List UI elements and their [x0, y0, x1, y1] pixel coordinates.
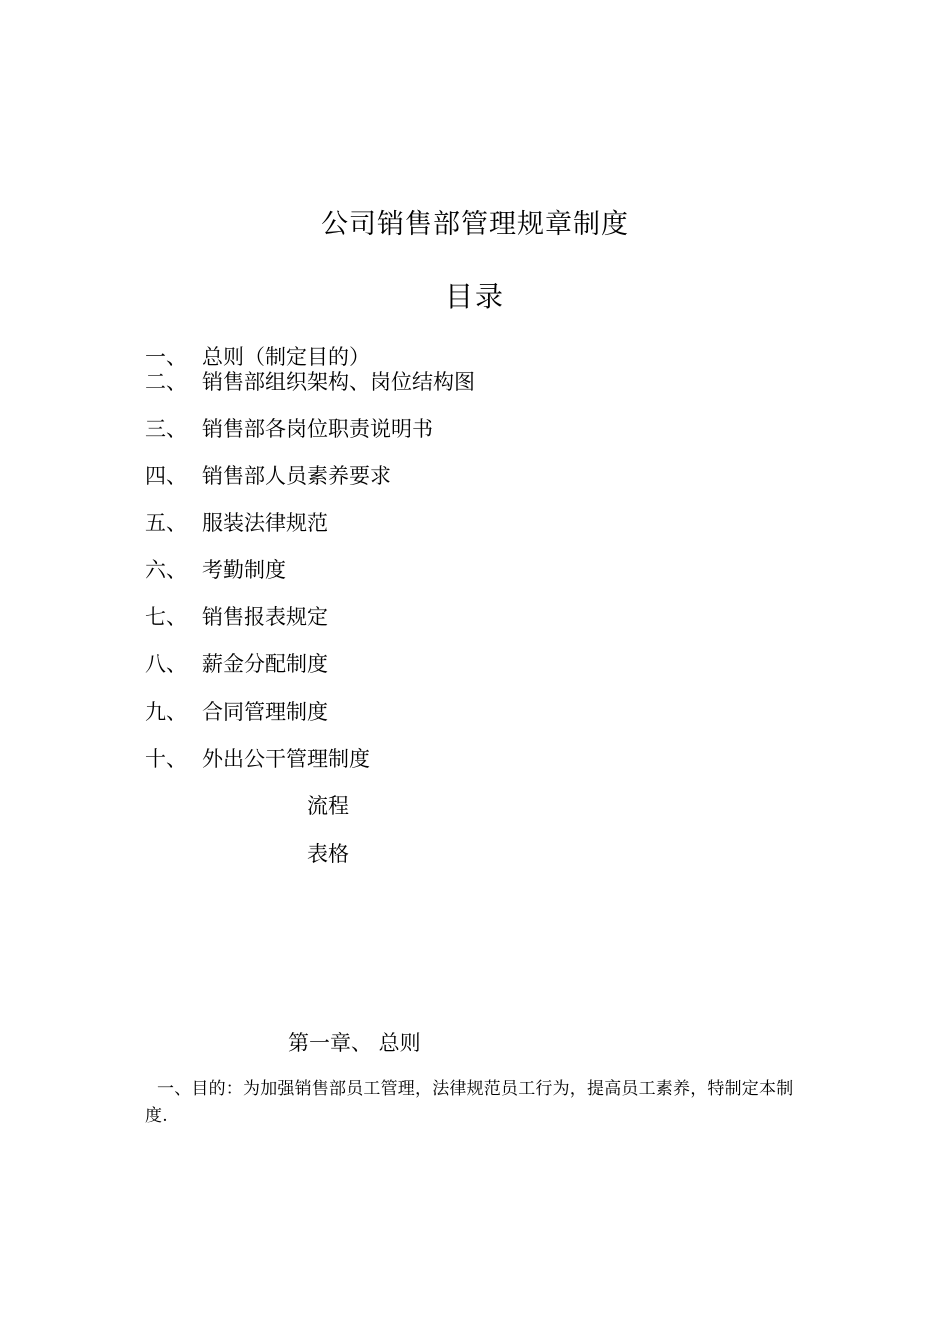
toc-item [145, 648, 328, 678]
toc-item-number: 一、 [145, 345, 187, 369]
toc-item-number: 九、 [145, 700, 187, 724]
toc-item-label: 考勤制度 [202, 558, 286, 582]
toc-item-label: 外出公干管理制度 [202, 747, 370, 771]
toc-item-number: 四、 [145, 464, 187, 488]
toc-item-label: 销售部各岗位职责说明书 [202, 417, 433, 441]
toc-item-label: 薪金分配制度 [202, 652, 328, 676]
toc-item [145, 696, 328, 726]
toc-sub-item-process: 流程 [307, 794, 349, 818]
toc-sub-item-forms: 表格 [307, 842, 349, 866]
toc-item-label: 销售报表规定 [202, 605, 328, 629]
toc-heading: 目录 [444, 280, 505, 313]
toc-item [145, 366, 475, 396]
toc-item-label: 销售部人员素养要求 [202, 464, 391, 488]
toc-item [145, 743, 370, 773]
toc-item-label: 合同管理制度 [202, 700, 328, 724]
toc-item-number: 八、 [145, 652, 187, 676]
body-paragraph: 一、目的：为加强销售部员工管理，法律规范员工行为，提高员工素养，特制定本制度. [145, 1079, 794, 1126]
toc-item-number: 三、 [145, 417, 187, 441]
toc-item-number: 六、 [145, 558, 187, 582]
document-title: 公司销售部管理规章制度 [321, 209, 629, 240]
toc-item-label: 服装法律规范 [202, 511, 328, 535]
toc-item-number: 七、 [145, 605, 187, 629]
toc-item [145, 554, 286, 584]
toc-item-number: 十、 [145, 747, 187, 771]
toc-item-label: 总则（制定目的） [202, 345, 370, 369]
toc-item [145, 460, 391, 490]
toc-item-number: 二、 [145, 370, 187, 394]
toc-item-label: 销售部组织架构、岗位结构图 [202, 370, 475, 394]
chapter-title: 第一章、 总则 [288, 1031, 421, 1055]
toc-item-number: 五、 [145, 511, 187, 535]
toc-item [145, 507, 328, 537]
toc-item [145, 413, 433, 443]
toc-item [145, 601, 328, 631]
